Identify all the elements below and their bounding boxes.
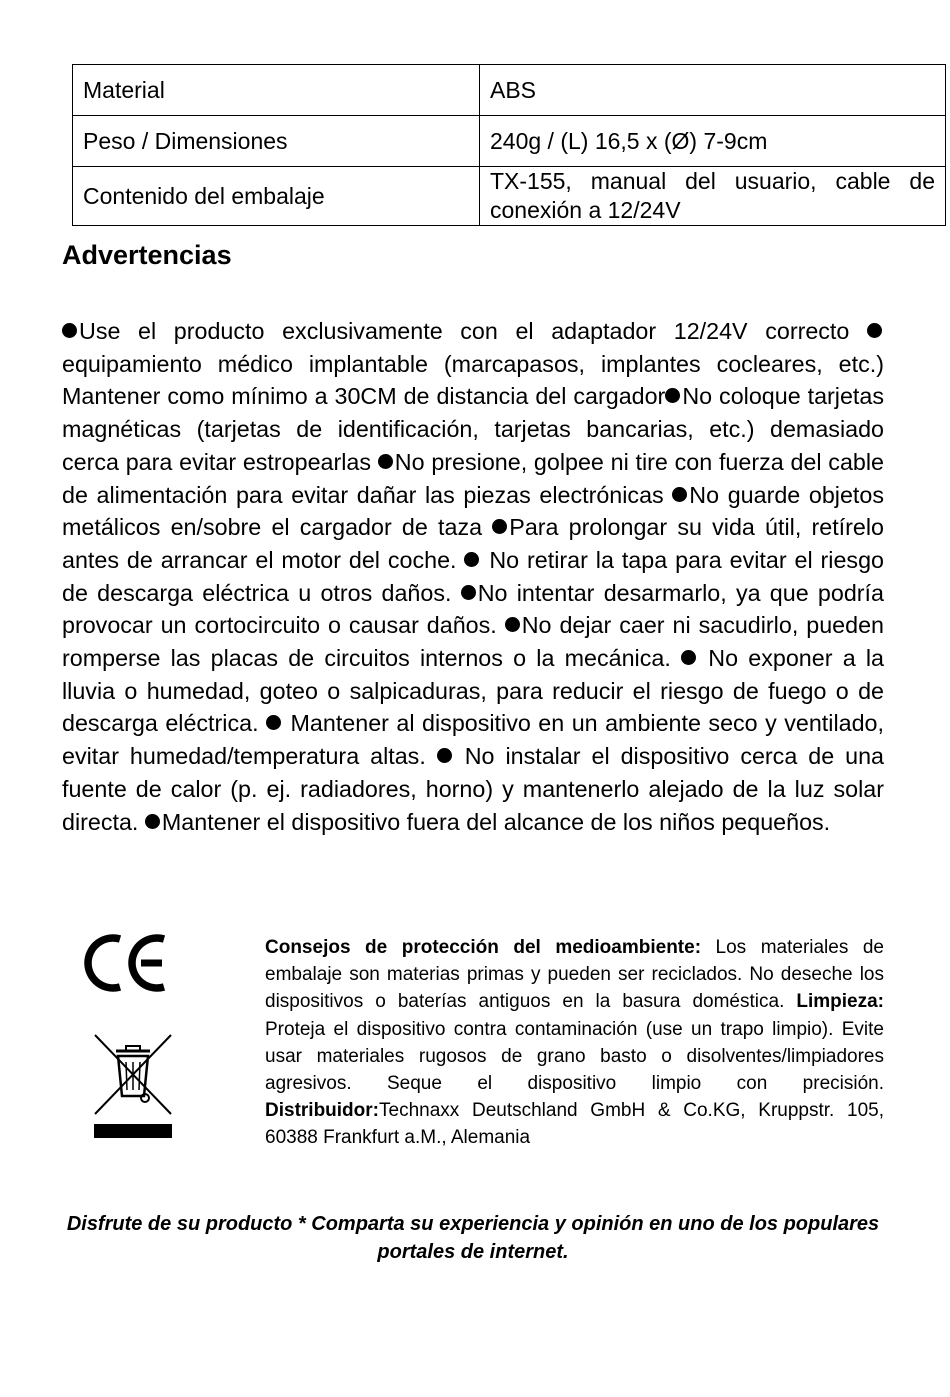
footer-message: Disfrute de su producto * Comparta su experiencia y opinión en uno de los populares portales de internet. [66, 1213, 880, 1263]
bullet-icon [145, 814, 160, 829]
table-row [73, 116, 946, 167]
crossed-out-wheelie-bin-icon [92, 1032, 174, 1140]
spec-label: Peso / Dimensiones [73, 116, 480, 167]
table-row [73, 65, 946, 116]
warning-item: Para prolongar su vida útil, retírelo antes de arrancar el motor del coche. [62, 514, 885, 573]
bullet-icon [492, 519, 507, 534]
bullet-icon [505, 617, 520, 632]
warning-item: No coloque tarjetas magnéticas (tarjetas de identificación, tarjetas bancarias, etc.) demasiado cerca para evitar estropearlas [62, 383, 885, 475]
warnings-title: Advertencias [62, 240, 232, 270]
spec-value: 240g / (L) 16,5 x (Ø) 7-9cm [480, 116, 946, 167]
bullet-icon [266, 715, 281, 730]
ce-mark-icon [84, 930, 174, 996]
warning-item: No exponer a la lluvia o humedad, goteo o salpicaduras, para reducir el riesgo de fuego o de descarga eléctrica. [62, 645, 885, 737]
warning-item: No instalar el dispositivo cerca de una fuente de calor (p. ej. radiadores, horno) y mantenerlo alejado de la luz solar directa. [62, 743, 884, 835]
bullet-icon [681, 650, 696, 665]
specifications-table [72, 64, 946, 226]
bullet-icon [867, 323, 882, 338]
warnings-text [62, 315, 884, 838]
warning-item: Mantener al dispositivo en un ambiente seco y ventilado, evitar humedad/temperatura altas. [62, 710, 884, 770]
spec-value: ABS [480, 65, 946, 116]
distributor-heading: Distribuidor: [265, 1100, 379, 1122]
warning-item: Mantener el dispositivo fuera del alcance de los niños pequeños. [161, 808, 831, 835]
bullet-icon [464, 552, 479, 567]
warning-item: Use el producto exclusivamente con el adaptador 12/24V correcto [79, 318, 850, 344]
distributor-text: Technaxx Deutschland GmbH & Co.KG, Kruppstr. 105, 60388 Frankfurt a.M., Alemania [265, 1100, 884, 1149]
warning-item: No guarde objetos metálicos en/sobre el cargador de taza [62, 481, 884, 541]
environment-info [265, 934, 884, 1152]
warning-item: No retirar la tapa para evitar el riesgo de descarga eléctrica u otros daños. [62, 546, 884, 606]
bullet-icon [665, 388, 680, 403]
environment-heading: Consejos de protección del medioambiente: [265, 937, 702, 958]
warning-item: equipamiento médico implantable (marcapasos, implantes cocleares, etc.) Mantener como mínimo a 30CM de distancia del cargador [62, 350, 884, 410]
spec-label: Contenido del embalaje [73, 167, 480, 226]
warning-item: No presione, golpee ni tire con fuerza del cable de alimentación para evitar dañar las piezas electrónicas [62, 448, 885, 508]
bullet-icon [461, 585, 476, 600]
spec-value: TX-155, manual del usuario, cable de conexión a 12/24V [480, 167, 946, 226]
warning-item: No intentar desarmarlo, ya que podría provocar un cortocircuito o causar daños. [62, 579, 884, 639]
bullet-icon [437, 748, 452, 763]
spec-label: Material [73, 65, 480, 116]
table-row [73, 167, 946, 226]
environment-text: Los materiales de embalaje son materias primas y pueden ser reciclados. No deseche los dispositivos o baterías antiguos en la basura doméstica. [265, 937, 884, 1013]
cleaning-text: Proteja el dispositivo contra contaminación (use un trapo limpio). Evite usar materiales rugosos de grano basto o disolventes/limpiadores agresivos. Seque el dispositivo limpio con precisión. [265, 1018, 884, 1095]
bullet-icon [62, 323, 77, 338]
bullet-icon [672, 487, 687, 502]
cleaning-heading: Limpieza: [796, 991, 884, 1013]
bullet-icon [378, 454, 393, 469]
warning-item: No dejar caer ni sacudirlo, pueden romperse las placas de circuitos internos o la mecánica. [62, 612, 884, 672]
